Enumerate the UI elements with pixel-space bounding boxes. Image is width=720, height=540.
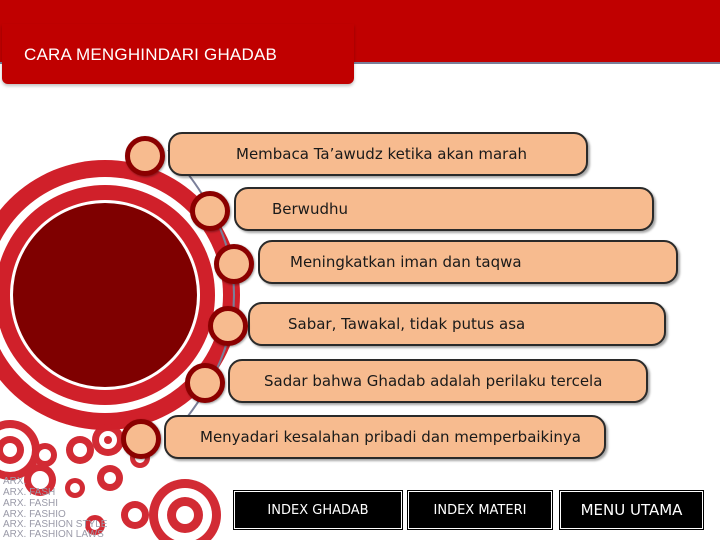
index-materi-button[interactable]: INDEX MATERI <box>408 491 552 529</box>
bullet-icon <box>208 306 248 346</box>
page-title: CARA MENGHINDARI GHADAB <box>24 45 278 64</box>
list-item-label: Membaca Ta’awudz ketika akan marah <box>236 145 528 163</box>
watermark-line: ARX. FASHI <box>3 498 59 509</box>
watermark-line: ARX. FASHIO <box>3 509 66 520</box>
list-item-label: Sadar bahwa Ghadab adalah perilaku tercela <box>264 372 603 390</box>
index-ghadab-button[interactable]: INDEX GHADAB <box>234 491 402 529</box>
bullet-icon <box>214 244 254 284</box>
list-item-label: Berwudhu <box>272 200 348 218</box>
list-item <box>168 132 588 176</box>
big-circle-center <box>13 203 197 387</box>
list-item-label: Meningkatkan iman dan taqwa <box>290 253 522 271</box>
watermark-line: ARX. FASHION STYLE <box>3 519 108 530</box>
bullet-icon <box>185 363 225 403</box>
list-item <box>228 359 648 403</box>
list-item <box>248 302 666 346</box>
watermark-line: ARX. FASHION LAWS <box>3 529 104 540</box>
list-item <box>164 415 606 459</box>
bullet-icon <box>125 136 165 176</box>
watermark-line: ARX. FASH <box>3 487 56 498</box>
list-item-label: Menyadari kesalahan pribadi dan memperbaikinya <box>200 428 581 446</box>
list-item-label: Sabar, Tawakal, tidak putus asa <box>288 315 526 333</box>
list-item <box>234 187 654 231</box>
bullet-icon <box>121 419 161 459</box>
bullet-icon <box>190 191 230 231</box>
menu-utama-button[interactable]: MENU UTAMA <box>560 491 703 529</box>
watermark-line: ARX. <box>3 476 27 487</box>
list-item <box>258 240 678 284</box>
